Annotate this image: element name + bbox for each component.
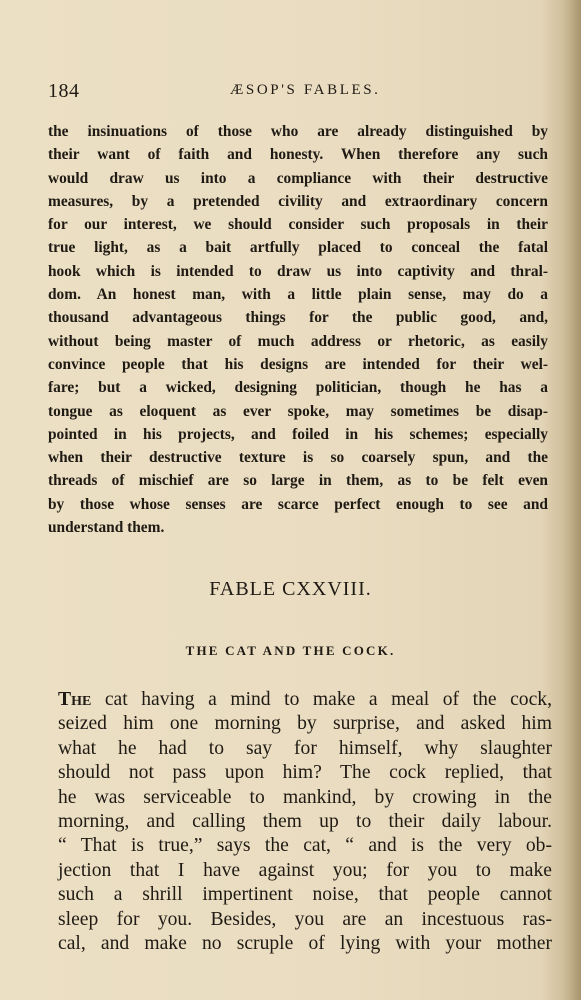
text-line: measures, by a pretended civility and extraordinary concern <box>48 192 548 210</box>
text-line: would draw us into a compliance with their destructive <box>48 169 548 187</box>
text-line: he was serviceable to mankind, by crowing in the <box>58 786 552 808</box>
text-line: jection that I have against you; for you to make <box>58 859 552 881</box>
text-line: cat having a mind to make a meal of the cock, <box>91 689 552 710</box>
fable-heading: FABLE CXXVIII. <box>209 578 372 600</box>
text-line: for our interest, we should consider such proposals in their <box>48 216 548 234</box>
text-line: when their destructive texture is so coarsely spun, and the <box>48 449 548 467</box>
text-line: cal, and make no scruple of lying with your mother <box>58 933 552 955</box>
fable-title: THE CAT AND THE COCK. <box>185 643 396 658</box>
page-header <box>48 80 388 104</box>
text-line: tongue as eloquent as ever spoke, may sometimes be disap- <box>48 402 548 420</box>
text-line: true light, as a bait artfully placed to conceal the fatal <box>48 239 548 257</box>
text-line: such a shrill impertinent noise, that people cannot <box>58 884 552 906</box>
fable-text <box>58 688 552 956</box>
page-number: 184 <box>48 80 80 102</box>
moral-text <box>48 120 548 539</box>
running-title: ÆSOP'S FABLES. <box>230 82 381 98</box>
text-line: the insinuations of those who are already distinguished by <box>48 123 548 140</box>
text-line: threads of mischief are so large in them, as to be felt even <box>48 472 548 490</box>
fable-first-line <box>58 688 552 712</box>
text-line: understand them. <box>48 519 165 537</box>
text-line: seized him one morning by surprise, and asked him <box>58 713 552 735</box>
text-line: morning, and calling them up to their daily labour. <box>58 811 552 833</box>
text-line: dom. An honest man, with a little plain sense, may do a <box>48 286 548 304</box>
text-line: “ That is true,” says the cat, “ and is the very ob- <box>58 835 552 857</box>
text-line: sleep for you. Besides, you are an incestuous ras- <box>58 908 552 930</box>
text-line: hook which is intended to draw us into captivity and thral- <box>48 262 548 280</box>
text-line: without being master of much address or rhetoric, as easily <box>48 332 548 350</box>
opening-word: The <box>58 689 92 710</box>
page-edge-shadow <box>563 0 581 1000</box>
text-line: pointed in his projects, and foiled in his schemes; especially <box>48 425 548 443</box>
text-line: what he had to say for himself, why slaughter <box>58 737 552 759</box>
text-line: convince people that his designs are intended for their wel- <box>48 355 548 373</box>
text-line: their want of faith and honesty. When therefore any such <box>48 146 548 164</box>
text-line: should not pass upon him? The cock replied, that <box>58 762 552 784</box>
text-line: fare; but a wicked, designing politician, though he has a <box>48 379 548 397</box>
text-line: by those whose senses are scarce perfect enough to see and <box>48 495 548 513</box>
text-line: thousand advantageous things for the public good, and, <box>48 309 548 327</box>
